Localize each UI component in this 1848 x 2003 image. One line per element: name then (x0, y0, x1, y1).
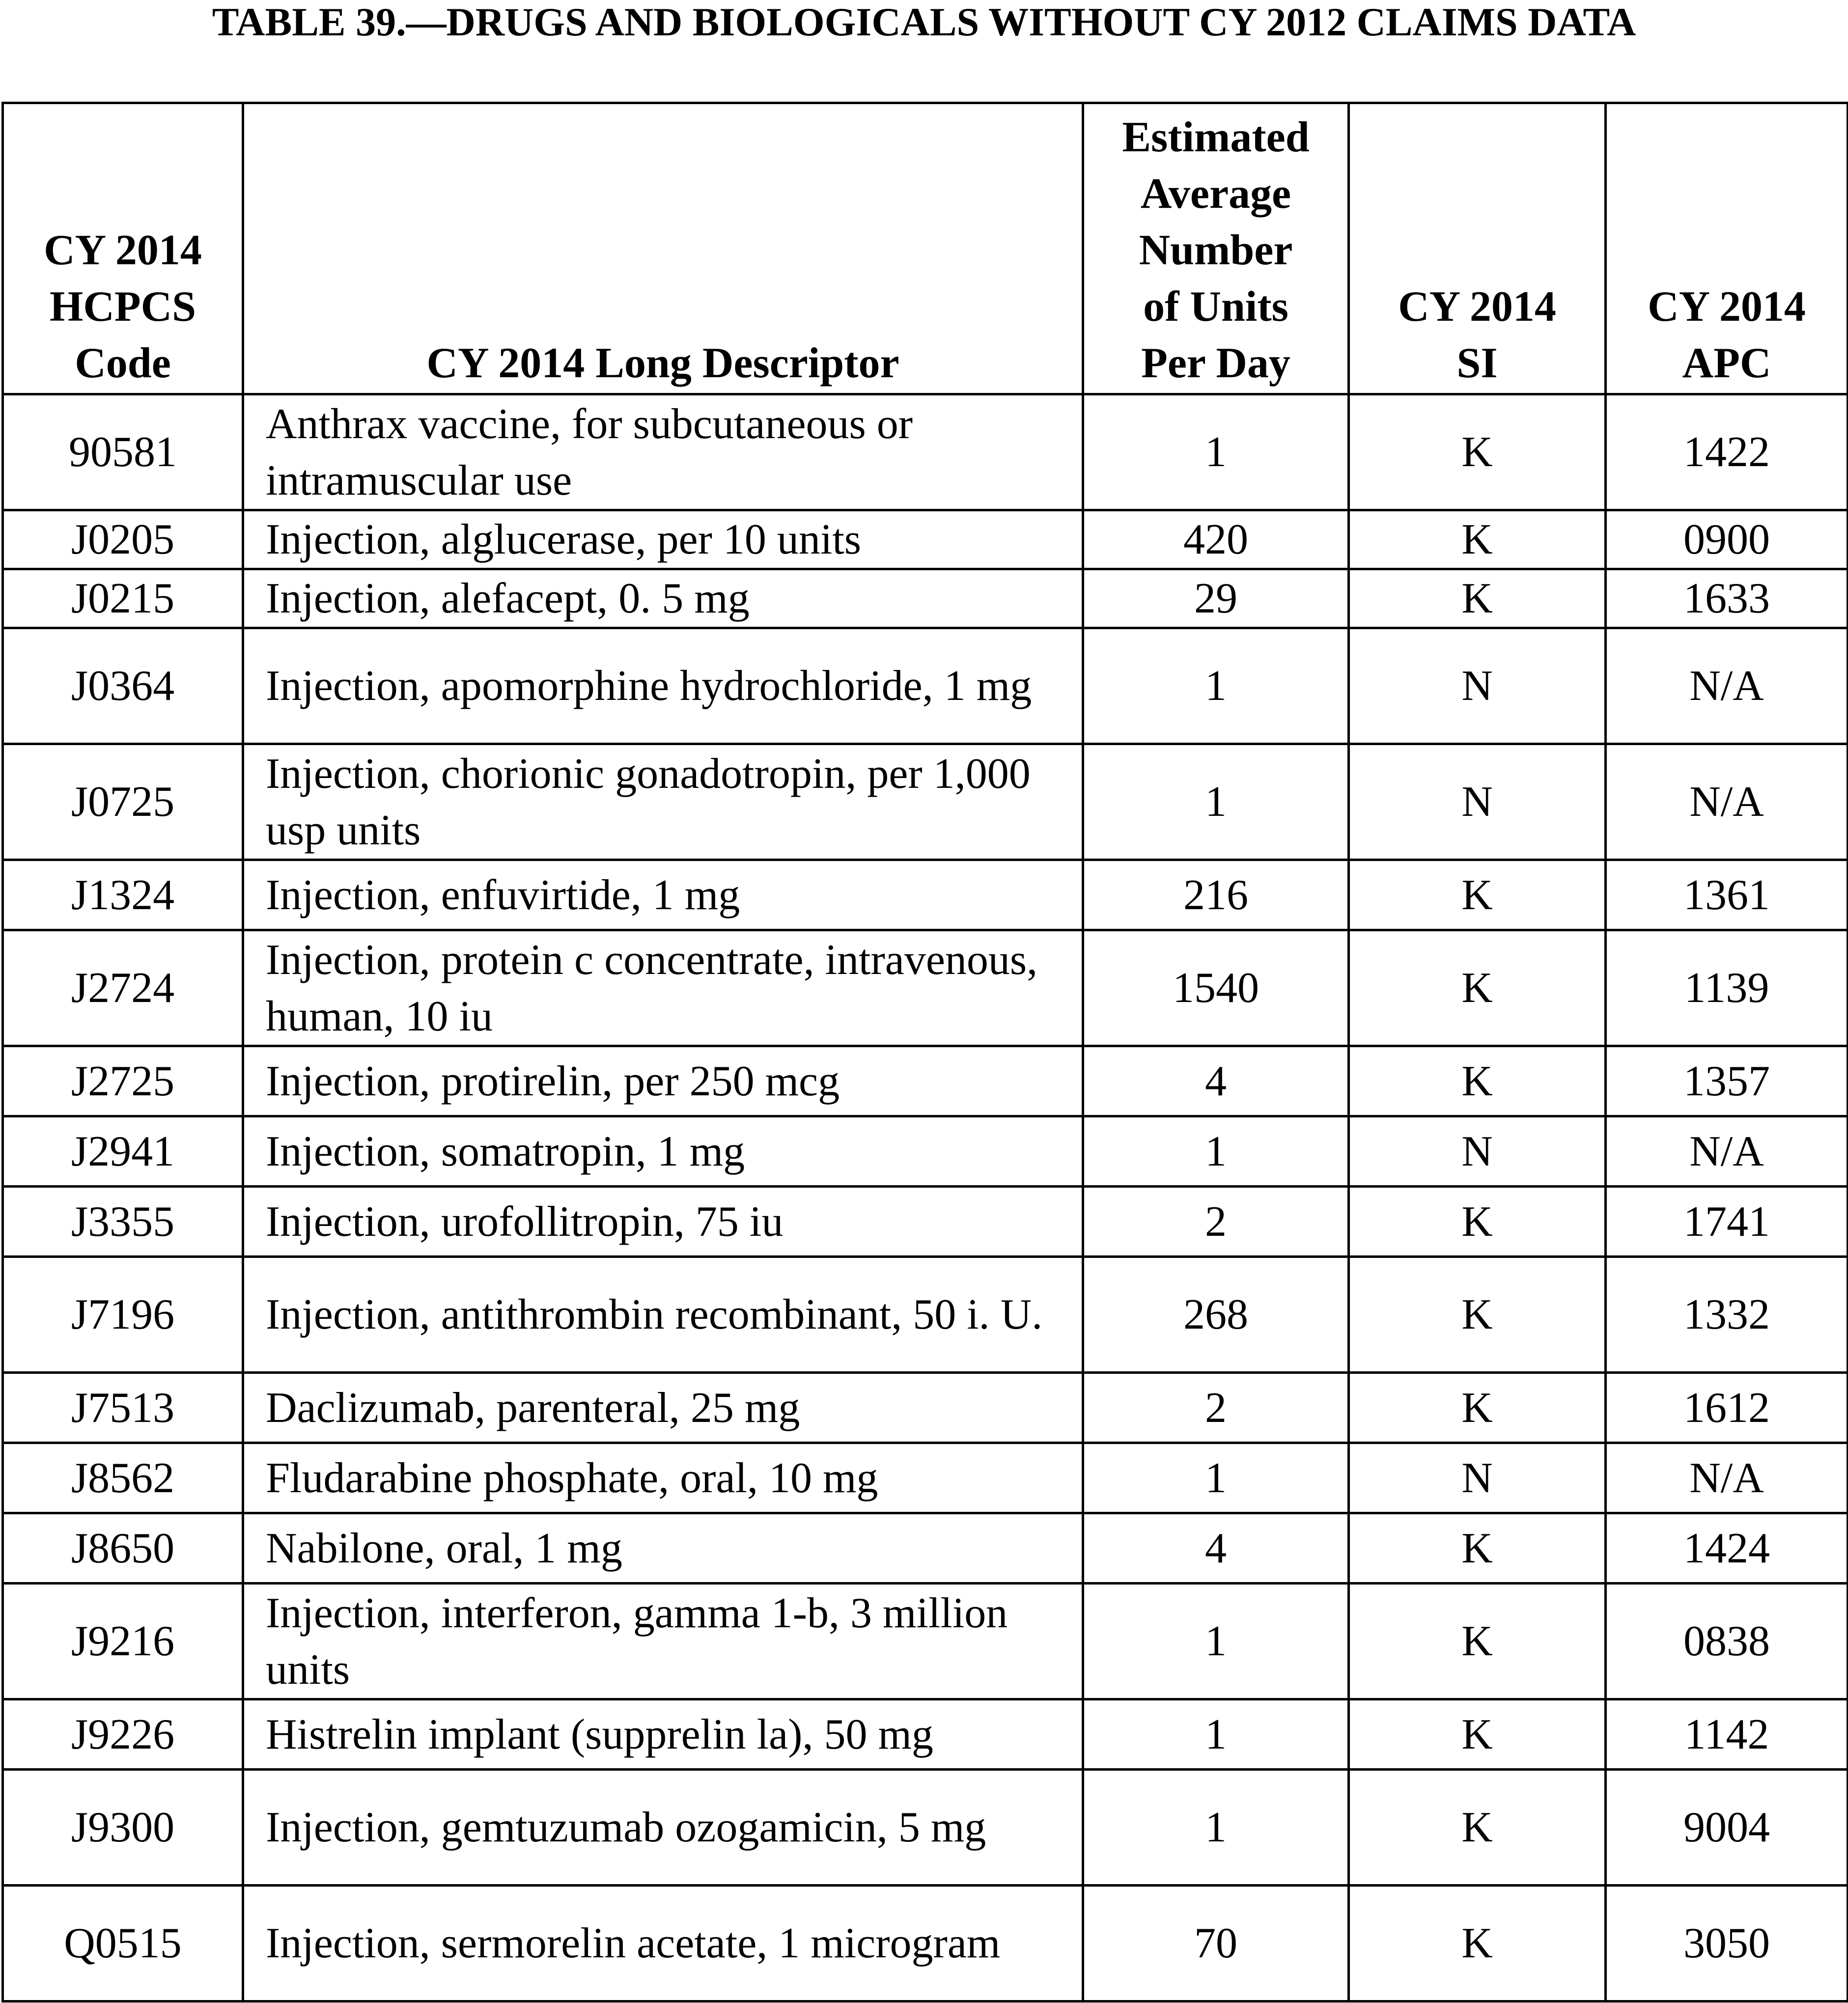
apc-cell: 1422 (1606, 394, 1848, 510)
header-si: CY 2014 SI (1349, 103, 1606, 394)
code-cell: J9226 (3, 1699, 243, 1770)
apc-cell: 0900 (1606, 510, 1848, 569)
apc-cell: N/A (1606, 1116, 1848, 1187)
table-row (3, 1187, 1848, 1257)
apc-cell: N/A (1606, 744, 1848, 860)
descriptor-cell: Injection, protein c concentrate, intravenous, human, 10 iu (243, 930, 1083, 1046)
descriptor-cell: Injection, urofollitropin, 75 iu (243, 1187, 1083, 1257)
units-cell: 1 (1083, 1443, 1349, 1513)
si-cell: K (1349, 1187, 1606, 1257)
code-cell: J8562 (3, 1443, 243, 1513)
header-apc: CY 2014 APC (1606, 103, 1848, 394)
units-cell: 1 (1083, 394, 1349, 510)
si-cell: K (1349, 1046, 1606, 1116)
units-cell: 4 (1083, 1513, 1349, 1584)
code-cell: J2941 (3, 1116, 243, 1187)
units-cell: 1 (1083, 628, 1349, 744)
code-cell: J0364 (3, 628, 243, 744)
code-cell: J0205 (3, 510, 243, 569)
table-row (3, 744, 1848, 860)
code-cell: J9300 (3, 1770, 243, 1886)
si-cell: K (1349, 1770, 1606, 1886)
descriptor-cell: Injection, alglucerase, per 10 units (243, 510, 1083, 569)
apc-cell: 0838 (1606, 1584, 1848, 1699)
descriptor-cell: Daclizumab, parenteral, 25 mg (243, 1373, 1083, 1443)
si-cell: K (1349, 510, 1606, 569)
units-cell: 1 (1083, 1584, 1349, 1699)
units-cell: 2 (1083, 1187, 1349, 1257)
apc-cell: N/A (1606, 1443, 1848, 1513)
si-cell: K (1349, 394, 1606, 510)
drugs-table (1, 102, 1848, 2003)
code-cell: J0215 (3, 569, 243, 628)
code-cell: J8650 (3, 1513, 243, 1584)
table-row (3, 628, 1848, 744)
apc-cell: 3050 (1606, 1886, 1848, 2002)
apc-cell: 1357 (1606, 1046, 1848, 1116)
descriptor-cell: Injection, enfuvirtide, 1 mg (243, 860, 1083, 930)
code-cell: J2724 (3, 930, 243, 1046)
units-cell: 2 (1083, 1373, 1349, 1443)
descriptor-cell: Injection, protirelin, per 250 mcg (243, 1046, 1083, 1116)
units-cell: 1 (1083, 1770, 1349, 1886)
descriptor-cell: Injection, somatropin, 1 mg (243, 1116, 1083, 1187)
units-cell: 420 (1083, 510, 1349, 569)
si-cell: K (1349, 1584, 1606, 1699)
table-title: TABLE 39.—DRUGS AND BIOLOGICALS WITHOUT CY 2012 CLAIMS DATA (212, 0, 1636, 44)
table-row (3, 1513, 1848, 1584)
code-cell: 90581 (3, 394, 243, 510)
si-cell: N (1349, 744, 1606, 860)
si-cell: N (1349, 1116, 1606, 1187)
apc-cell: 1361 (1606, 860, 1848, 930)
si-cell: K (1349, 1886, 1606, 2002)
apc-cell: 1142 (1606, 1699, 1848, 1770)
descriptor-cell: Injection, antithrombin recombinant, 50 i. U. (243, 1257, 1083, 1373)
units-cell: 1 (1083, 1699, 1349, 1770)
units-cell: 1540 (1083, 930, 1349, 1046)
code-cell: J2725 (3, 1046, 243, 1116)
table-row (3, 1770, 1848, 1886)
si-cell: K (1349, 860, 1606, 930)
si-cell: N (1349, 628, 1606, 744)
table-row (3, 1373, 1848, 1443)
descriptor-cell: Injection, alefacept, 0. 5 mg (243, 569, 1083, 628)
si-cell: K (1349, 1513, 1606, 1584)
table-row (3, 860, 1848, 930)
apc-cell: 1612 (1606, 1373, 1848, 1443)
units-cell: 1 (1083, 1116, 1349, 1187)
code-cell: J7513 (3, 1373, 243, 1443)
table-row (3, 1886, 1848, 2002)
units-cell: 1 (1083, 744, 1349, 860)
apc-cell: 1332 (1606, 1257, 1848, 1373)
apc-cell: 1424 (1606, 1513, 1848, 1584)
apc-cell: 9004 (1606, 1770, 1848, 1886)
descriptor-cell: Nabilone, oral, 1 mg (243, 1513, 1083, 1584)
header-descriptor: CY 2014 Long Descriptor (243, 103, 1083, 394)
code-cell: J9216 (3, 1584, 243, 1699)
apc-cell: 1633 (1606, 569, 1848, 628)
table-row (3, 1116, 1848, 1187)
si-cell: K (1349, 569, 1606, 628)
units-cell: 4 (1083, 1046, 1349, 1116)
descriptor-cell: Injection, apomorphine hydrochloride, 1 mg (243, 628, 1083, 744)
code-cell: Q0515 (3, 1886, 243, 2002)
table-row (3, 569, 1848, 628)
code-cell: J1324 (3, 860, 243, 930)
descriptor-cell: Histrelin implant (supprelin la), 50 mg (243, 1699, 1083, 1770)
code-cell: J0725 (3, 744, 243, 860)
units-cell: 268 (1083, 1257, 1349, 1373)
table-row (3, 394, 1848, 510)
table-row (3, 930, 1848, 1046)
descriptor-cell: Injection, interferon, gamma 1-b, 3 million units (243, 1584, 1083, 1699)
units-cell: 29 (1083, 569, 1349, 628)
descriptor-cell: Injection, sermorelin acetate, 1 microgram (243, 1886, 1083, 2002)
code-cell: J3355 (3, 1187, 243, 1257)
apc-cell: N/A (1606, 628, 1848, 744)
si-cell: K (1349, 1699, 1606, 1770)
apc-cell: 1139 (1606, 930, 1848, 1046)
header-row (3, 103, 1848, 394)
si-cell: N (1349, 1443, 1606, 1513)
table-row (3, 1257, 1848, 1373)
code-cell: J7196 (3, 1257, 243, 1373)
si-cell: K (1349, 930, 1606, 1046)
table-row (3, 1046, 1848, 1116)
descriptor-cell: Injection, gemtuzumab ozogamicin, 5 mg (243, 1770, 1083, 1886)
descriptor-cell: Fludarabine phosphate, oral, 10 mg (243, 1443, 1083, 1513)
units-cell: 70 (1083, 1886, 1349, 2002)
units-cell: 216 (1083, 860, 1349, 930)
descriptor-cell: Injection, chorionic gonadotropin, per 1,000 usp units (243, 744, 1083, 860)
si-cell: K (1349, 1257, 1606, 1373)
apc-cell: 1741 (1606, 1187, 1848, 1257)
header-units: Estimated Average Number of Units Per Day (1083, 103, 1349, 394)
descriptor-cell: Anthrax vaccine, for subcutaneous or intramuscular use (243, 394, 1083, 510)
table-row (3, 1443, 1848, 1513)
si-cell: K (1349, 1373, 1606, 1443)
table-row (3, 1699, 1848, 1770)
table-row (3, 1584, 1848, 1699)
table-row (3, 510, 1848, 569)
header-code: CY 2014 HCPCS Code (3, 103, 243, 394)
